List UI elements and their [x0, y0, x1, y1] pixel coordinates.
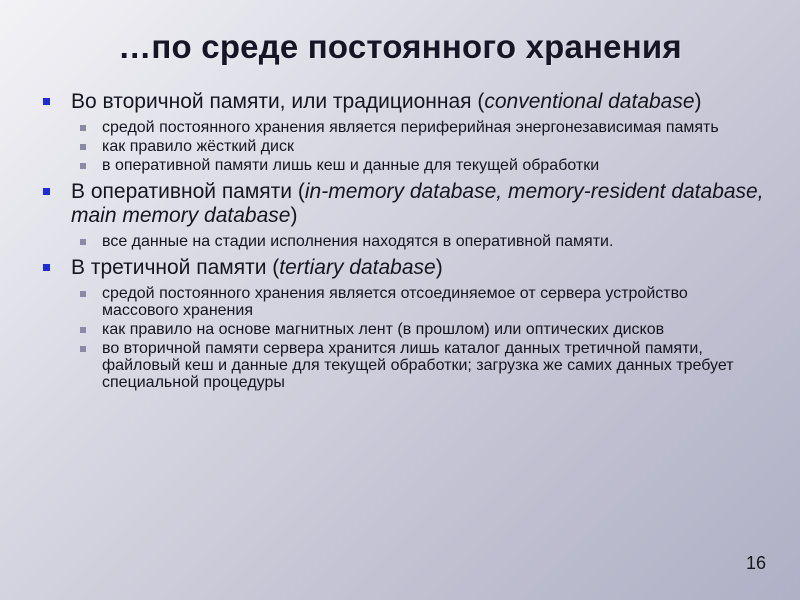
sub-bullet-item — [40, 157, 765, 174]
square-bullet-icon — [80, 239, 86, 245]
sub-bullet-text: средой постоянного хранения является периферийная энергонезависимая память — [102, 119, 719, 136]
sub-bullet-text: как правило на основе магнитных лент (в прошлом) или оптических дисков — [102, 321, 665, 338]
square-bullet-icon — [80, 125, 86, 131]
sub-bullet-item — [40, 138, 765, 155]
bullet-item — [40, 90, 765, 114]
sub-bullet-item — [40, 233, 765, 250]
square-bullet-icon — [80, 291, 86, 297]
bullet-text: В третичной памяти (tertiary database) — [71, 256, 443, 279]
sub-bullet-text: как правило жёсткий диск — [102, 138, 294, 155]
sub-bullet-item — [40, 340, 765, 391]
sub-bullet-item — [40, 119, 765, 136]
sub-bullet-text: все данные на стадии исполнения находятся в оперативной памяти. — [102, 233, 614, 250]
slide-content — [40, 88, 765, 393]
square-bullet-icon — [80, 144, 86, 150]
sub-bullet-text: в оперативной памяти лишь кеш и данные для текущей обработки — [102, 157, 600, 174]
slide-title: …по среде постоянного хранения — [118, 28, 682, 65]
square-bullet-icon — [43, 98, 50, 105]
bullet-text: Во вторичной памяти, или традиционная (conventional database) — [71, 90, 702, 113]
square-bullet-icon — [80, 346, 86, 352]
sub-bullet-text: во вторичной памяти сервера хранится лишь каталог данных третичной памяти, файловый кеш и данные для текущей обработки; загрузка же самих данных требует специальной процедуры — [102, 340, 734, 391]
square-bullet-icon — [80, 327, 86, 333]
bullet-text: В оперативной памяти (in-memory database, memory-resident database, main memory database) — [71, 180, 764, 227]
sub-bullet-item — [40, 285, 765, 319]
square-bullet-icon — [43, 264, 50, 271]
square-bullet-icon — [80, 163, 86, 169]
square-bullet-icon — [43, 188, 50, 195]
bullet-item — [40, 256, 765, 280]
sub-bullet-text: средой постоянного хранения является отсоединяемое от сервера устройство массового хранения — [102, 285, 688, 319]
bullet-item — [40, 180, 765, 228]
sub-bullet-item — [40, 321, 765, 338]
page-number: 16 — [745, 553, 766, 573]
